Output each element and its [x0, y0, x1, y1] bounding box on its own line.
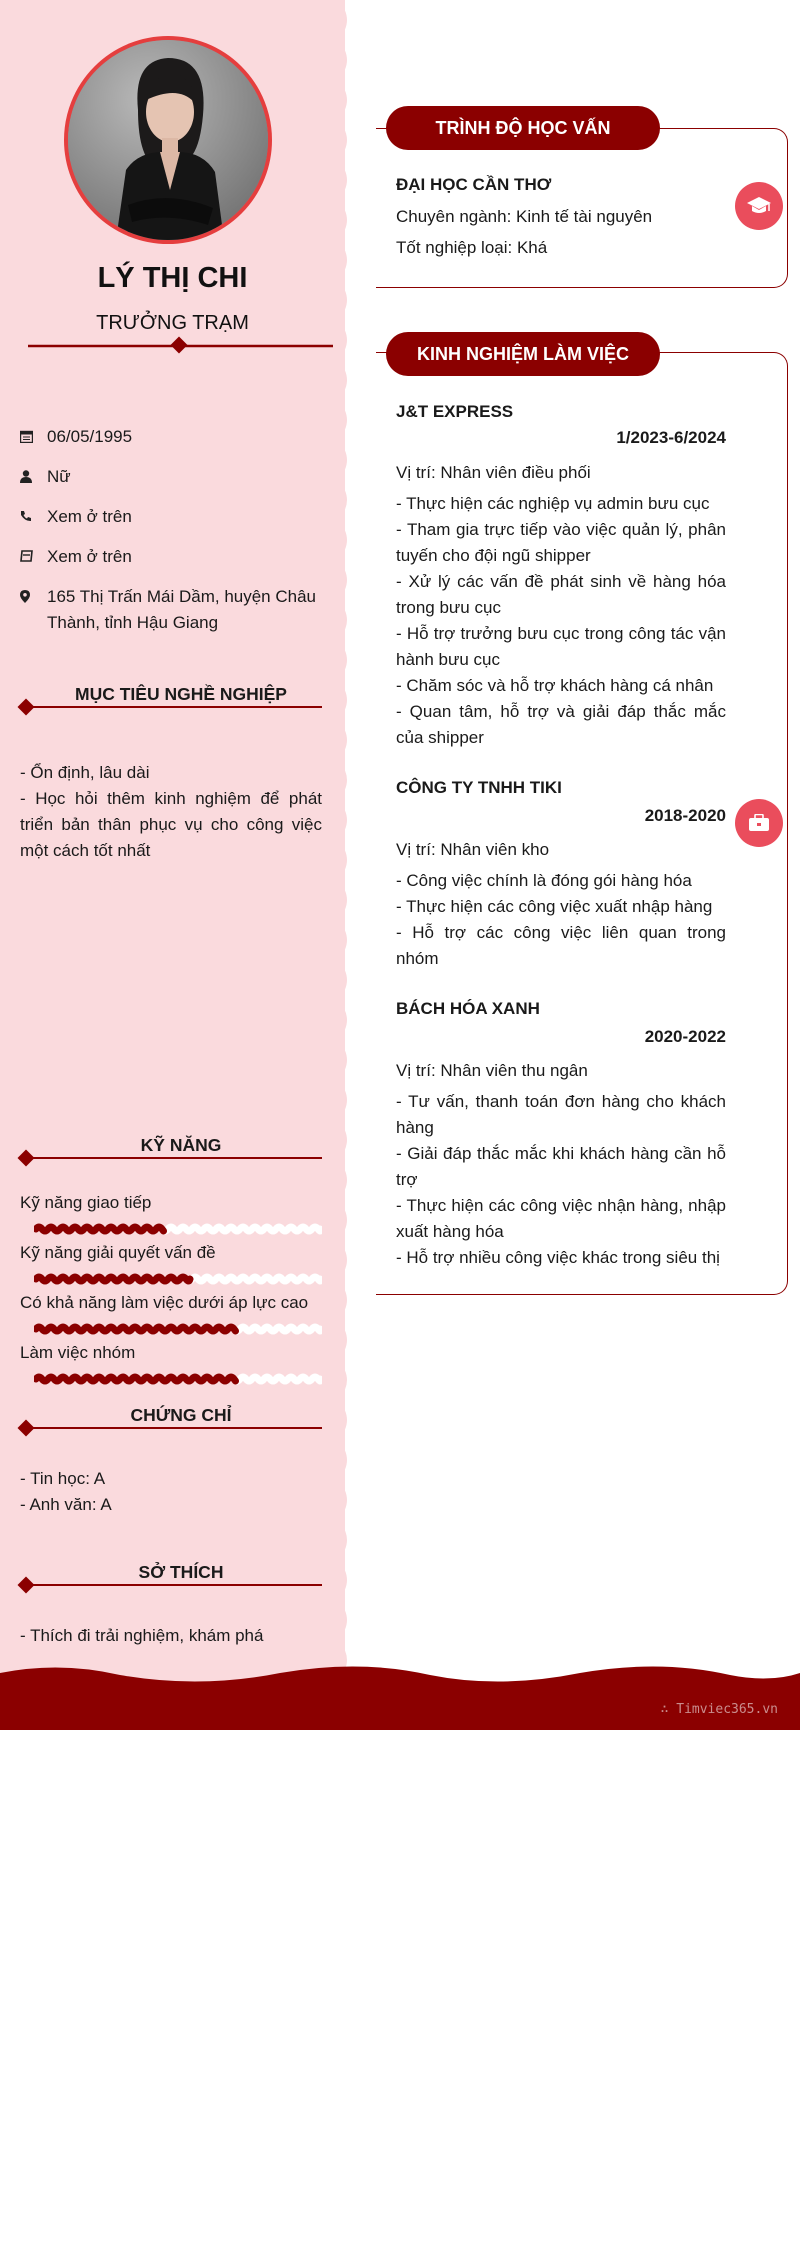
skill-bar — [34, 1372, 322, 1386]
job-period: 1/2023-6/2024 — [616, 428, 726, 447]
duty-line: - Hỗ trợ nhiều công việc khác trong siêu thị — [396, 1248, 720, 1267]
certificate-line: - Anh văn: A — [20, 1495, 112, 1514]
skill-name: Kỹ năng giao tiếp — [20, 1193, 152, 1212]
skill-level-fill — [36, 1277, 190, 1281]
duty-line: - Hỗ trợ trưởng bưu cục trong công tác vận hành bưu cục — [396, 624, 726, 669]
education-grade: Tốt nghiệp loại: Khá — [396, 238, 548, 257]
hobbies-text — [20, 1623, 322, 1649]
skill-bar — [34, 1272, 322, 1286]
objective-heading: MỤC TIÊU NGHỀ NGHIỆP — [20, 684, 322, 714]
address-value: 165 Thị Trấn Mái Dầm, huyện Châu Thành, tỉnh Hậu Giang — [47, 587, 316, 632]
briefcase-icon — [735, 799, 783, 847]
avatar — [64, 36, 272, 244]
duty-line: - Xử lý các vấn đề phát sinh về hàng hóa trong bưu cục — [396, 572, 726, 617]
skill-level-fill — [36, 1327, 236, 1331]
education-school: ĐẠI HỌC CẦN THƠ — [396, 175, 552, 194]
candidate-name: LÝ THỊ CHI — [97, 262, 248, 294]
duty-line: - Tư vấn, thanh toán đơn hàng cho khách hàng — [396, 1092, 726, 1137]
diamond-icon — [18, 1420, 35, 1437]
email-value: Xem ở trên — [47, 547, 132, 566]
education-major: Chuyên ngành: Kinh tế tài nguyên — [396, 207, 653, 226]
job-position: Vị trí: Nhân viên kho — [396, 840, 550, 859]
contact-birthdate — [20, 424, 340, 450]
title-divider — [28, 336, 333, 356]
duty-line: - Quan tâm, hỗ trợ và giải đáp thắc mắc của shipper — [396, 702, 726, 747]
contact-email — [20, 544, 340, 570]
diamond-icon — [18, 699, 35, 716]
hobbies-heading: SỞ THÍCH — [20, 1562, 322, 1592]
calendar-icon — [20, 424, 47, 443]
duty-line: - Hỗ trợ các công việc liên quan trong nhóm — [396, 923, 726, 968]
job-company: BÁCH HÓA XANH — [396, 999, 540, 1018]
education-heading: TRÌNH ĐỘ HỌC VẤN — [386, 106, 660, 150]
diamond-icon — [18, 1150, 35, 1167]
skill-name: Kỹ năng giải quyết vấn đề — [20, 1243, 216, 1262]
job-duties — [396, 1089, 726, 1271]
duty-line: - Giải đáp thắc mắc khi khách hàng cần hỗ trợ — [396, 1144, 726, 1189]
watermark-text: ∴ Timviec365.vn — [660, 1702, 778, 1717]
duty-line: - Chăm sóc và hỗ trợ khách hàng cá nhân — [396, 676, 714, 695]
phone-value: Xem ở trên — [47, 507, 132, 526]
job-period: 2018-2020 — [644, 806, 726, 825]
phone-icon — [20, 504, 47, 522]
contact-phone — [20, 504, 340, 530]
objective-line: - Ổn định, lâu dài — [20, 763, 150, 782]
duty-line: - Thực hiện các nghiệp vụ admin bưu cục — [396, 494, 710, 513]
skill-bar — [34, 1222, 322, 1236]
sidebar-wave-edge — [330, 0, 370, 1690]
job-company: J&T EXPRESS — [396, 402, 514, 421]
job-position: Vị trí: Nhân viên thu ngân — [396, 1061, 588, 1080]
job-position: Vị trí: Nhân viên điều phối — [396, 463, 591, 482]
job-duties — [396, 868, 726, 972]
objective-text — [20, 760, 322, 864]
birthdate-value: 06/05/1995 — [47, 427, 133, 446]
email-icon — [20, 544, 47, 562]
duty-line: - Công việc chính là đóng gói hàng hóa — [396, 871, 692, 890]
graduation-cap-icon — [735, 182, 783, 230]
contact-address — [20, 584, 340, 636]
hobby-line: - Thích đi trải nghiệm, khám phá — [20, 1626, 264, 1645]
objective-line: - Học hỏi thêm kinh nghiệm để phát triển bản thân phục vụ cho công việc một cách tốt nhất — [20, 789, 322, 860]
experience-heading: KINH NGHIỆM LÀM VIỆC — [386, 332, 660, 376]
skill-bar — [34, 1322, 322, 1336]
job-period: 2020-2022 — [644, 1027, 726, 1046]
user-icon — [20, 464, 47, 483]
duty-line: - Tham gia trực tiếp vào việc quản lý, phân tuyến cho đội ngũ shipper — [396, 520, 726, 565]
gender-value: Nữ — [47, 467, 71, 486]
skill-name: Có khả năng làm việc dưới áp lực cao — [20, 1293, 309, 1312]
certificates-text — [20, 1466, 322, 1518]
job-company: CÔNG TY TNHH TIKI — [396, 778, 562, 797]
certificate-line: - Tin học: A — [20, 1469, 106, 1488]
footer-wave-band — [0, 1665, 800, 1730]
duty-line: - Thực hiện các công việc nhận hàng, nhập xuất hàng hóa — [396, 1196, 726, 1241]
diamond-icon — [18, 1577, 35, 1594]
duty-line: - Thực hiện các công việc xuất nhập hàng — [396, 897, 713, 916]
skill-name: Làm việc nhóm — [20, 1343, 136, 1362]
skills-heading: KỸ NĂNG — [20, 1135, 322, 1165]
skill-level-fill — [36, 1227, 164, 1231]
candidate-title: TRƯỞNG TRẠM — [96, 312, 249, 334]
job-duties — [396, 491, 726, 751]
certificates-heading: CHỨNG CHỈ — [20, 1405, 322, 1435]
location-pin-icon — [20, 584, 47, 603]
contact-gender — [20, 464, 340, 490]
skill-level-fill — [36, 1377, 236, 1381]
